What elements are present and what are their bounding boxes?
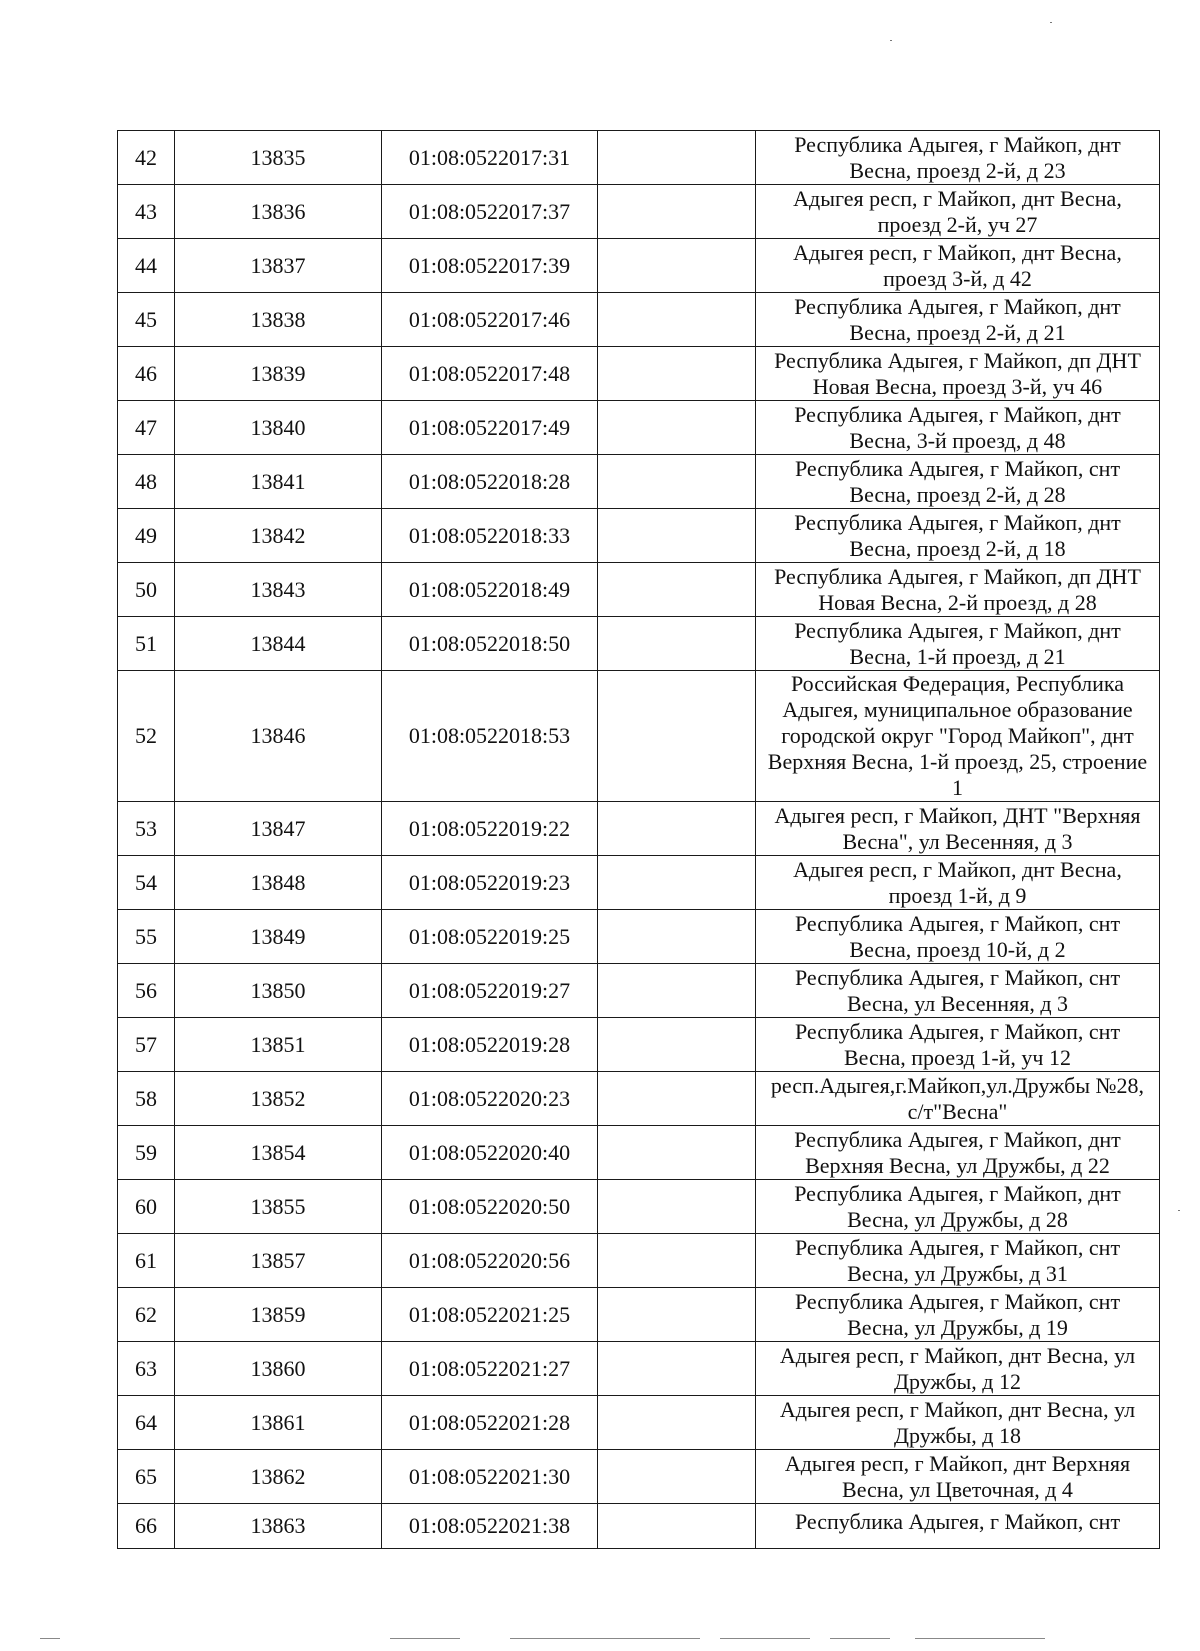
empty-cell <box>598 239 756 293</box>
table-row <box>118 563 1160 617</box>
row-number-cell: 44 <box>118 239 175 293</box>
record-id-cell: 13852 <box>175 1072 382 1126</box>
table-row <box>118 1450 1160 1504</box>
record-id-cell: 13843 <box>175 563 382 617</box>
record-id-cell: 13842 <box>175 509 382 563</box>
row-number-cell: 42 <box>118 131 175 185</box>
table-row <box>118 455 1160 509</box>
record-id-cell: 13841 <box>175 455 382 509</box>
scan-edge-mark <box>40 1638 60 1639</box>
row-number-cell: 64 <box>118 1396 175 1450</box>
address-cell: Адыгея респ, г Майкоп, днт Весна, проезд 2-й, уч 27 <box>756 185 1160 239</box>
table-row <box>118 671 1160 802</box>
empty-cell <box>598 1018 756 1072</box>
table-row <box>118 617 1160 671</box>
record-id-cell: 13844 <box>175 617 382 671</box>
empty-cell <box>598 964 756 1018</box>
empty-cell <box>598 455 756 509</box>
cadastral-number-cell: 01:08:0522021:27 <box>382 1342 598 1396</box>
table-row <box>118 401 1160 455</box>
empty-cell <box>598 347 756 401</box>
empty-cell <box>598 910 756 964</box>
record-id-cell: 13835 <box>175 131 382 185</box>
empty-cell <box>598 1342 756 1396</box>
address-cell: Республика Адыгея, г Майкоп, днт Весна, проезд 2-й, д 18 <box>756 509 1160 563</box>
table-row <box>118 1342 1160 1396</box>
cadastral-number-cell: 01:08:0522017:48 <box>382 347 598 401</box>
address-cell: Республика Адыгея, г Майкоп, снт Весна, ул Дружбы, д 31 <box>756 1234 1160 1288</box>
scan-edge-mark <box>510 1638 700 1639</box>
scan-edge-mark <box>720 1638 810 1639</box>
address-cell: Российская Федерация, Республика Адыгея, муниципальное образование городской округ "Город Майкоп", днт Верхняя Весна, 1-й проезд, 25, строение 1 <box>756 671 1160 802</box>
address-cell: Республика Адыгея, г Майкоп, дп ДНТ Новая Весна, проезд 3-й, уч 46 <box>756 347 1160 401</box>
row-number-cell: 56 <box>118 964 175 1018</box>
address-cell: Адыгея респ, г Майкоп, днт Верхняя Весна, ул Цветочная, д 4 <box>756 1450 1160 1504</box>
cadastral-number-cell: 01:08:0522021:28 <box>382 1396 598 1450</box>
record-id-cell: 13840 <box>175 401 382 455</box>
record-id-cell: 13857 <box>175 1234 382 1288</box>
row-number-cell: 46 <box>118 347 175 401</box>
row-number-cell: 50 <box>118 563 175 617</box>
cadastral-number-cell: 01:08:0522021:38 <box>382 1504 598 1549</box>
table-row <box>118 131 1160 185</box>
cadastral-number-cell: 01:08:0522020:23 <box>382 1072 598 1126</box>
row-number-cell: 53 <box>118 802 175 856</box>
table-row <box>118 1396 1160 1450</box>
row-number-cell: 54 <box>118 856 175 910</box>
scan-edge-mark <box>915 1638 1045 1639</box>
row-number-cell: 65 <box>118 1450 175 1504</box>
address-cell: Республика Адыгея, г Майкоп, снт Весна, ул Весенняя, д 3 <box>756 964 1160 1018</box>
table-row <box>118 1180 1160 1234</box>
scan-edge-mark <box>830 1638 890 1639</box>
record-id-cell: 13839 <box>175 347 382 401</box>
cadastral-number-cell: 01:08:0522019:28 <box>382 1018 598 1072</box>
row-number-cell: 49 <box>118 509 175 563</box>
row-number-cell: 57 <box>118 1018 175 1072</box>
address-cell: респ.Адыгея,г.Майкоп,ул.Дружбы №28, с/т"Весна" <box>756 1072 1160 1126</box>
address-cell: Республика Адыгея, г Майкоп, днт Весна, проезд 2-й, д 21 <box>756 293 1160 347</box>
row-number-cell: 43 <box>118 185 175 239</box>
cadastral-number-cell: 01:08:0522019:25 <box>382 910 598 964</box>
address-cell: Адыгея респ, г Майкоп, ДНТ "Верхняя Весна", ул Весенняя, д 3 <box>756 802 1160 856</box>
cadastral-number-cell: 01:08:0522020:40 <box>382 1126 598 1180</box>
record-id-cell: 13851 <box>175 1018 382 1072</box>
table-row <box>118 293 1160 347</box>
address-cell: Республика Адыгея, г Майкоп, снт <box>756 1504 1160 1549</box>
empty-cell <box>598 856 756 910</box>
table-row <box>118 910 1160 964</box>
table-row <box>118 509 1160 563</box>
empty-cell <box>598 802 756 856</box>
row-number-cell: 47 <box>118 401 175 455</box>
table-row <box>118 1072 1160 1126</box>
cadastral-number-cell: 01:08:0522018:49 <box>382 563 598 617</box>
empty-cell <box>598 563 756 617</box>
address-cell: Адыгея респ, г Майкоп, днт Весна, проезд 1-й, д 9 <box>756 856 1160 910</box>
cadastral-number-cell: 01:08:0522018:50 <box>382 617 598 671</box>
scan-speck <box>1178 1210 1180 1211</box>
cadastral-number-cell: 01:08:0522019:27 <box>382 964 598 1018</box>
address-cell: Республика Адыгея, г Майкоп, днт Весна, 3-й проезд, д 48 <box>756 401 1160 455</box>
table-body <box>118 131 1160 1549</box>
cadastral-number-cell: 01:08:0522017:31 <box>382 131 598 185</box>
record-id-cell: 13854 <box>175 1126 382 1180</box>
table-row <box>118 239 1160 293</box>
table-row <box>118 1018 1160 1072</box>
address-cell: Республика Адыгея, г Майкоп, дп ДНТ Новая Весна, 2-й проезд, д 28 <box>756 563 1160 617</box>
record-id-cell: 13860 <box>175 1342 382 1396</box>
table-row <box>118 964 1160 1018</box>
address-cell: Республика Адыгея, г Майкоп, днт Весна, 1-й проезд, д 21 <box>756 617 1160 671</box>
scan-speck <box>890 40 892 41</box>
cadastral-number-cell: 01:08:0522019:23 <box>382 856 598 910</box>
record-id-cell: 13862 <box>175 1450 382 1504</box>
row-number-cell: 58 <box>118 1072 175 1126</box>
cadastral-number-cell: 01:08:0522021:30 <box>382 1450 598 1504</box>
record-id-cell: 13849 <box>175 910 382 964</box>
row-number-cell: 61 <box>118 1234 175 1288</box>
row-number-cell: 66 <box>118 1504 175 1549</box>
row-number-cell: 55 <box>118 910 175 964</box>
cadastral-number-cell: 01:08:0522021:25 <box>382 1288 598 1342</box>
cadastral-number-cell: 01:08:0522017:39 <box>382 239 598 293</box>
cadastral-number-cell: 01:08:0522018:53 <box>382 671 598 802</box>
table-row <box>118 1234 1160 1288</box>
table-row <box>118 1504 1160 1549</box>
record-id-cell: 13837 <box>175 239 382 293</box>
record-id-cell: 13848 <box>175 856 382 910</box>
empty-cell <box>598 1180 756 1234</box>
empty-cell <box>598 1504 756 1549</box>
cadastral-number-cell: 01:08:0522017:37 <box>382 185 598 239</box>
address-cell: Республика Адыгея, г Майкоп, снт Весна, ул Дружбы, д 19 <box>756 1288 1160 1342</box>
record-id-cell: 13855 <box>175 1180 382 1234</box>
record-id-cell: 13861 <box>175 1396 382 1450</box>
empty-cell <box>598 293 756 347</box>
row-number-cell: 59 <box>118 1126 175 1180</box>
address-cell: Республика Адыгея, г Майкоп, снт Весна, проезд 10-й, д 2 <box>756 910 1160 964</box>
record-id-cell: 13863 <box>175 1504 382 1549</box>
cadastral-number-cell: 01:08:0522020:50 <box>382 1180 598 1234</box>
row-number-cell: 60 <box>118 1180 175 1234</box>
land-plot-table <box>117 130 1160 1549</box>
cadastral-number-cell: 01:08:0522018:33 <box>382 509 598 563</box>
row-number-cell: 52 <box>118 671 175 802</box>
address-cell: Республика Адыгея, г Майкоп, днт Верхняя Весна, ул Дружбы, д 22 <box>756 1126 1160 1180</box>
table-row <box>118 802 1160 856</box>
cadastral-number-cell: 01:08:0522018:28 <box>382 455 598 509</box>
record-id-cell: 13836 <box>175 185 382 239</box>
empty-cell <box>598 1234 756 1288</box>
empty-cell <box>598 1288 756 1342</box>
address-cell: Республика Адыгея, г Майкоп, днт Весна, проезд 2-й, д 23 <box>756 131 1160 185</box>
row-number-cell: 63 <box>118 1342 175 1396</box>
row-number-cell: 45 <box>118 293 175 347</box>
row-number-cell: 51 <box>118 617 175 671</box>
record-id-cell: 13859 <box>175 1288 382 1342</box>
table-row <box>118 856 1160 910</box>
table-row <box>118 185 1160 239</box>
empty-cell <box>598 185 756 239</box>
cadastral-number-cell: 01:08:0522020:56 <box>382 1234 598 1288</box>
empty-cell <box>598 1396 756 1450</box>
record-id-cell: 13847 <box>175 802 382 856</box>
address-cell: Республика Адыгея, г Майкоп, снт Весна, проезд 1-й, уч 12 <box>756 1018 1160 1072</box>
cadastral-number-cell: 01:08:0522019:22 <box>382 802 598 856</box>
empty-cell <box>598 509 756 563</box>
address-cell: Адыгея респ, г Майкоп, днт Весна, ул Дружбы, д 18 <box>756 1396 1160 1450</box>
record-id-cell: 13846 <box>175 671 382 802</box>
empty-cell <box>598 671 756 802</box>
empty-cell <box>598 1126 756 1180</box>
empty-cell <box>598 131 756 185</box>
table-row <box>118 1288 1160 1342</box>
record-id-cell: 13850 <box>175 964 382 1018</box>
row-number-cell: 48 <box>118 455 175 509</box>
table-row <box>118 1126 1160 1180</box>
empty-cell <box>598 1450 756 1504</box>
empty-cell <box>598 617 756 671</box>
empty-cell <box>598 401 756 455</box>
record-id-cell: 13838 <box>175 293 382 347</box>
table-row <box>118 347 1160 401</box>
cadastral-number-cell: 01:08:0522017:46 <box>382 293 598 347</box>
address-cell: Адыгея респ, г Майкоп, днт Весна, проезд 3-й, д 42 <box>756 239 1160 293</box>
row-number-cell: 62 <box>118 1288 175 1342</box>
cadastral-number-cell: 01:08:0522017:49 <box>382 401 598 455</box>
address-cell: Республика Адыгея, г Майкоп, снт Весна, проезд 2-й, д 28 <box>756 455 1160 509</box>
scan-speck <box>1050 22 1052 23</box>
empty-cell <box>598 1072 756 1126</box>
scan-edge-mark <box>390 1638 460 1639</box>
address-cell: Адыгея респ, г Майкоп, днт Весна, ул Дружбы, д 12 <box>756 1342 1160 1396</box>
address-cell: Республика Адыгея, г Майкоп, днт Весна, ул Дружбы, д 28 <box>756 1180 1160 1234</box>
